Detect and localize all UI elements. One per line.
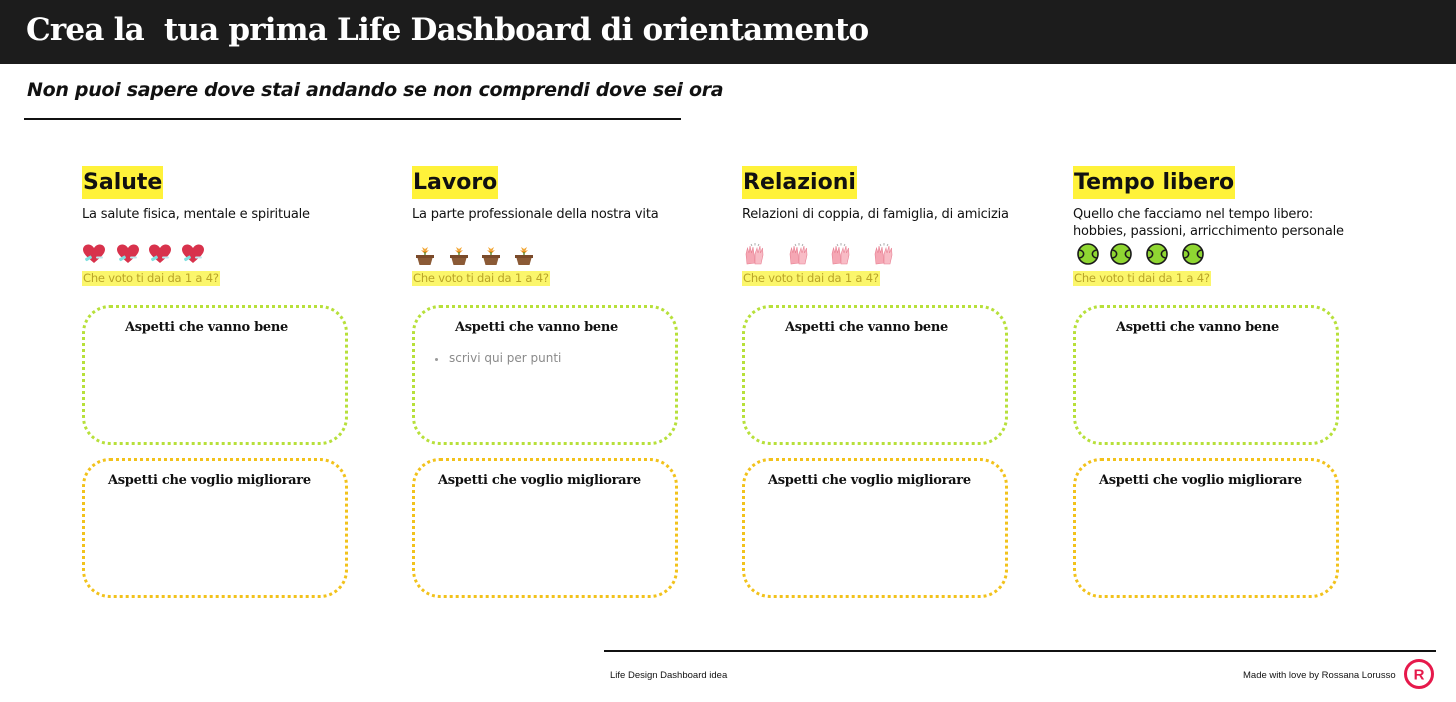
logo-letter: R: [1413, 666, 1425, 684]
footer-divider: [604, 650, 1436, 652]
category-title: Salute: [82, 166, 163, 199]
heart-bandage-icon[interactable]: [181, 242, 205, 266]
rating-question: Che voto ti dai da 1 a 4?: [83, 271, 219, 285]
tennis-ball-icon[interactable]: [1145, 242, 1169, 266]
tennis-ball-icon[interactable]: [1181, 242, 1205, 266]
rating-question: Che voto ti dai da 1 a 4?: [1074, 271, 1210, 285]
bullet-dot: [435, 358, 438, 361]
placeholder-text: scrivi qui per punti: [449, 351, 562, 365]
category-lavoro: [412, 166, 684, 488]
good-aspects-box[interactable]: [1073, 305, 1339, 445]
improve-aspects-title: Aspetti che voglio migliorare: [108, 473, 311, 488]
improve-aspects-box[interactable]: [1073, 458, 1339, 598]
improve-aspects-title: Aspetti che voglio migliorare: [768, 473, 971, 488]
good-aspects-title: Aspetti che vanno bene: [455, 320, 618, 335]
category-tempo-libero: [1073, 166, 1345, 488]
good-aspects-box[interactable]: [412, 305, 678, 445]
footer-credit: Made with love by Rossana Lorusso: [1243, 670, 1396, 681]
header-bar: [0, 0, 1456, 64]
good-aspects-box[interactable]: [82, 305, 348, 445]
tennis-ball-icon[interactable]: [1109, 242, 1133, 266]
heart-bandage-icon[interactable]: [148, 242, 172, 266]
heart-bandage-icon[interactable]: [116, 242, 140, 266]
tennis-ball-icon[interactable]: [1076, 242, 1100, 266]
clapping-hands-icon[interactable]: [743, 242, 767, 266]
improve-aspects-title: Aspetti che voglio migliorare: [1099, 473, 1302, 488]
page-subtitle: Non puoi sapere dove stai andando se non comprendi dove sei ora: [27, 79, 724, 101]
good-aspects-title: Aspetti che vanno bene: [1116, 320, 1279, 335]
clapping-hands-icon[interactable]: [829, 242, 853, 266]
clapping-hands-icon[interactable]: [872, 242, 896, 266]
category-salute: [82, 166, 354, 488]
footer-left-text: Life Design Dashboard idea: [610, 670, 728, 681]
category-description: Quello che facciamo nel tempo libero: hobbies, passioni, arricchimento personale: [1073, 207, 1344, 239]
clapping-hands-icon[interactable]: [787, 242, 811, 266]
category-title: Relazioni: [742, 166, 857, 199]
good-aspects-title: Aspetti che vanno bene: [785, 320, 948, 335]
category-relazioni: [742, 166, 1014, 488]
category-title: Lavoro: [412, 166, 498, 199]
potted-flower-icon[interactable]: [512, 242, 536, 266]
rating-question: Che voto ti dai da 1 a 4?: [743, 271, 879, 285]
category-description: Relazioni di coppia, di famiglia, di amicizia: [742, 207, 1009, 222]
subtitle-divider: [24, 118, 681, 120]
improve-aspects-box[interactable]: [412, 458, 678, 598]
category-description: La parte professionale della nostra vita: [412, 207, 659, 222]
potted-flower-icon[interactable]: [413, 242, 437, 266]
good-aspects-box[interactable]: [742, 305, 1008, 445]
category-description: La salute fisica, mentale e spirituale: [82, 207, 310, 222]
page-title: Crea la tua prima Life Dashboard di orientamento: [26, 12, 869, 48]
good-aspects-title: Aspetti che vanno bene: [125, 320, 288, 335]
rating-question: Che voto ti dai da 1 a 4?: [413, 271, 549, 285]
improve-aspects-box[interactable]: [742, 458, 1008, 598]
brand-logo-icon: [1403, 658, 1435, 690]
category-title: Tempo libero: [1073, 166, 1235, 199]
improve-aspects-title: Aspetti che voglio migliorare: [438, 473, 641, 488]
improve-aspects-box[interactable]: [82, 458, 348, 598]
heart-bandage-icon[interactable]: [82, 242, 106, 266]
potted-flower-icon[interactable]: [479, 242, 503, 266]
potted-flower-icon[interactable]: [447, 242, 471, 266]
